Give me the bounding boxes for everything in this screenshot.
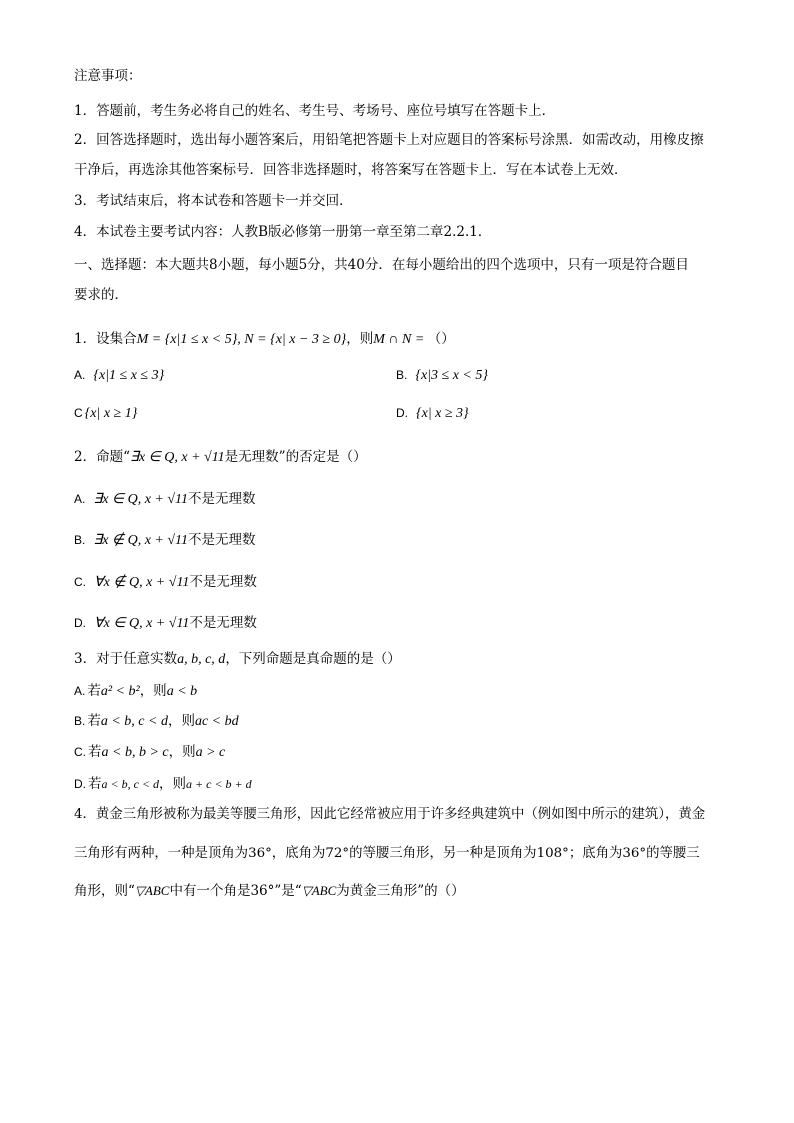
q2-option-b[interactable] xyxy=(74,531,256,550)
q4-line3-b: 中有一个角是36°”是“ xyxy=(169,883,302,899)
option-cond: a < b, c < d xyxy=(100,714,168,729)
option-text: 不是无理数 xyxy=(188,491,256,507)
q2-option-a[interactable] xyxy=(74,490,256,509)
option-label: C xyxy=(74,406,83,420)
option-label: C. xyxy=(74,745,86,759)
q1-option-c[interactable] xyxy=(74,404,137,423)
q1-option-d[interactable] xyxy=(396,404,469,423)
section-header-line1: 一、选择题：本大题共8小题，每小题5分，共40分．在每小题给出的四个选项中，只有一项是符合题目 xyxy=(74,257,689,273)
question-1 xyxy=(74,330,455,349)
option-cond: a² < b² xyxy=(100,684,140,699)
q4-line2: 三角形有两种，一种是顶角为36°，底角为72°的等腰三角形，另一种是顶角为108°；底角为36°的等腰三 xyxy=(74,846,700,861)
option-label: A. xyxy=(74,492,86,506)
notice-heading: 注意事项： xyxy=(74,68,142,84)
option-math: ∃x ∈ Q, x + √11 xyxy=(93,492,189,507)
q4-line3 xyxy=(74,882,465,900)
q4-line3-c: 为黄金三角形”的（） xyxy=(336,883,465,899)
q3-option-c[interactable] xyxy=(74,743,225,762)
section-header-line2: 要求的． xyxy=(74,287,128,303)
option-res: ac < bd xyxy=(194,714,239,729)
q2-lead: 2．命题“ xyxy=(74,449,130,465)
option-res: a > c xyxy=(195,745,226,760)
option-label: C. xyxy=(74,575,86,589)
q3-option-d[interactable] xyxy=(74,775,252,793)
q1-expr: M ∩ N = xyxy=(373,332,428,347)
question-2 xyxy=(74,448,367,467)
option-pre: 若 xyxy=(87,713,101,729)
question-3 xyxy=(74,650,401,669)
option-res: a < b xyxy=(166,684,198,699)
option-mid: ，则 xyxy=(167,713,195,729)
option-math: ∀x ∉ Q, x + √11 xyxy=(94,575,190,590)
option-mid: ，则 xyxy=(168,744,196,760)
q2-tail: 是无理数”的否定是（） xyxy=(224,449,367,465)
q3-option-a[interactable] xyxy=(74,682,197,701)
q3-vars: a, b, c, d xyxy=(177,652,226,667)
notice-item-2: 2．回答选择题时，选出每小题答案后，用铅笔把答题卡上对应题目的答案标号涂黑．如需改动，用橡皮擦 xyxy=(74,132,704,148)
q3-lead: 3．对于任意实数 xyxy=(74,651,178,667)
option-pre: 若 xyxy=(87,683,101,699)
option-mid: ，则 xyxy=(159,776,187,792)
option-label: D. xyxy=(74,777,86,791)
option-label: B. xyxy=(74,533,86,547)
q1-paren: （） xyxy=(427,331,455,347)
option-text: 不是无理数 xyxy=(189,574,257,590)
option-label: A. xyxy=(74,684,86,698)
q1-lead: 1．设集合 xyxy=(74,331,137,347)
option-cond: a < b, c < d xyxy=(101,777,160,791)
option-math: {x|1 ≤ x ≤ 3} xyxy=(93,368,165,383)
q4-triangle-2: ▽ABC xyxy=(301,883,337,898)
notice-item-3: 3．考试结束后，将本试卷和答题卡一并交回． xyxy=(74,193,353,209)
q1-tail: ，则 xyxy=(346,331,374,347)
option-res: a + c < b + d xyxy=(186,777,252,791)
option-math: ∀x ∈ Q, x + √11 xyxy=(94,616,190,631)
q1-sets: M = {x|1 ≤ x < 5}, N = {x| x − 3 ≥ 0} xyxy=(136,332,347,347)
q4-line1: 4．黄金三角形被称为最美等腰三角形，因此它经常被应用于许多经典建筑中（例如图中所示的建筑），黄金 xyxy=(74,807,706,822)
option-math: {x| x ≥ 1} xyxy=(84,406,138,421)
notice-item-4: 4．本试卷主要考试内容：人教B版必修第一册第一章至第二章2.2.1． xyxy=(74,224,492,240)
option-label: B. xyxy=(396,368,408,382)
option-label: B. xyxy=(74,714,86,728)
option-label: A. xyxy=(74,368,86,382)
option-cond: a < b, b > c xyxy=(101,745,169,760)
q1-option-a[interactable] xyxy=(74,366,164,385)
option-pre: 若 xyxy=(88,744,102,760)
q3-option-b[interactable] xyxy=(74,712,239,731)
option-text: 不是无理数 xyxy=(189,615,257,631)
q2-option-d[interactable] xyxy=(74,614,257,633)
option-mid: ，则 xyxy=(139,683,167,699)
q2-option-c[interactable] xyxy=(74,573,257,592)
option-label: D. xyxy=(396,406,408,420)
option-math: ∃x ∉ Q, x + √11 xyxy=(93,533,189,548)
notice-item-2-cont: 干净后，再选涂其他答案标号．回答非选择题时，将答案写在答题卡上．写在本试卷上无效． xyxy=(74,162,628,178)
q1-option-b[interactable] xyxy=(396,366,488,385)
notice-item-1: 1．答题前，考生务必将自己的姓名、考生号、考场号、座位号填写在答题卡上． xyxy=(74,103,556,119)
option-pre: 若 xyxy=(88,776,102,792)
q4-line3-a: 角形，则“ xyxy=(74,883,135,899)
option-label: D. xyxy=(74,616,86,630)
q4-triangle-1: ▽ABC xyxy=(134,883,170,898)
q3-tail: ，下列命题是真命题的是（） xyxy=(225,651,401,667)
q2-expr: ∃x ∈ Q, x + √11 xyxy=(130,450,225,465)
option-math: {x| x ≥ 3} xyxy=(416,406,469,421)
option-math: {x|3 ≤ x < 5} xyxy=(415,368,488,383)
option-text: 不是无理数 xyxy=(188,532,256,548)
